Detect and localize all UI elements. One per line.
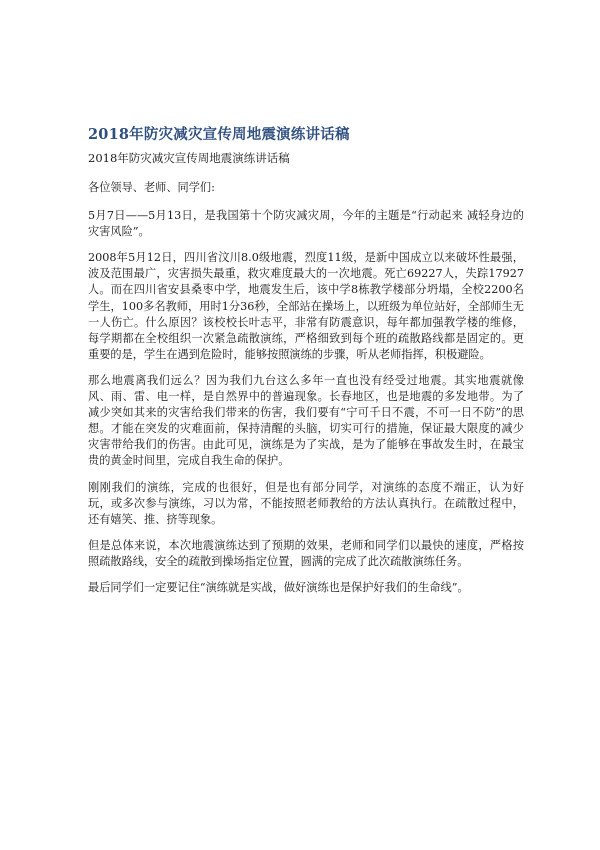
greeting: 各位领导、老师、同学们: — [88, 181, 215, 194]
paragraph-summary: 但是总体来说，本次地震演练达到了预期的效果，老师和同学们以最快的速度，严格按照疏散路线，安全的疏散到操场指定位置，圆满的完成了此次疏散演练任务。 — [88, 538, 524, 568]
paragraph-wenchuan-earthquake: 2008年5月12日，四川省汶川8.0级地震，烈度11级，是新中国成立以来破坏性最强，波及范围最广，灾害损失最重，救灾难度最大的一次地震。死亡69227人，失踪17927人。而在四川省安县桑枣中学，地震发生后，该中学8栋教学楼部分坍塌，全校2200名学生，100多名教师，用时1分36秒，全部站在操场上，以班级为单位站好，全部师生无一人伤亡。什么原因？该校校长叶志平，非常有防震意识，每年都加强教学楼的维修，每学期都在全校组织一次紧急疏散演练，严格细致到每个班的疏散路线都是固定的。更重要的是，学生在遇到危险时，能够按照演练的步骤，听从老师指挥，积极避险。 — [88, 251, 524, 361]
document-title: 2018年防灾减灾宣传周地震演练讲话稿 — [88, 126, 350, 143]
document-subtitle: 2018年防灾减灾宣传周地震演练讲话稿 — [88, 151, 290, 165]
paragraph-closing: 最后同学们一定要记住“演练就是实战，做好演练也是保护好我们的生命线”。 — [88, 580, 469, 594]
paragraph-why-drill: 那么地震离我们远么？因为我们九台这么多年一直也没有经受过地震。其实地震就像风、雨、雷、电一样，是自然界中的普遍现象。长春地区，也是地震的多发地带。为了减少突如其来的灾害给我们带来的伤害，我们要有“宁可千日不震，不可一日不防”的思想。才能在突发的灾难面前，保持清醒的头脑，切实可行的措施，保证最大限度的减少灾害带给我们的伤害。由此可见，演练是为了实战，是为了能够在事故发生时，在最宝贵的黄金时间里，完成自我生命的保护。 — [88, 373, 524, 468]
document-page — [88, 126, 524, 606]
paragraph-drill-issues: 刚刚我们的演练，完成的也很好，但是也有部分同学，对演练的态度不端正，认为好玩，或多次参与演练，习以为常，不能按照老师教给的方法认真执行。在疏散过程中，还有嬉笑、推、挤等现象。 — [88, 480, 524, 526]
paragraph-theme: 5月7日——5月13日，是我国第十个防灾减灾周，今年的主题是“行动起来 减轻身边的灾害风险”。 — [88, 209, 524, 239]
